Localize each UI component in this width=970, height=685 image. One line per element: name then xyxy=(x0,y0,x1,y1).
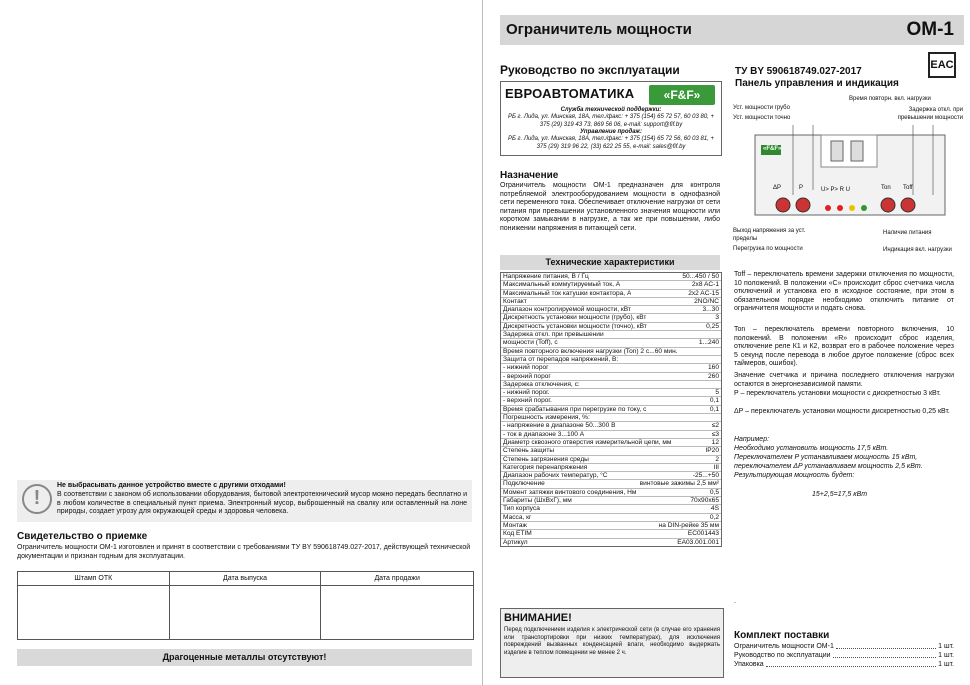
attention-box xyxy=(500,608,724,678)
kit-list xyxy=(734,642,954,669)
spec-value: 12 xyxy=(711,438,719,446)
spec-value: IP20 xyxy=(705,447,719,455)
led-labels: U> P> R U xyxy=(821,187,851,193)
cell-release-date xyxy=(170,586,322,639)
spec-row xyxy=(501,314,721,322)
p-text: P – переключатель установки мощности с дискретностью 3 кВт. xyxy=(734,390,941,397)
spec-value: на DIN-рейке 35 мм xyxy=(658,521,719,529)
example-line-3: переключателем ΔP устанавливаем мощность 2,5 кВт. xyxy=(734,463,923,470)
spec-row xyxy=(501,331,721,339)
kit-item xyxy=(734,642,954,651)
eac-mark-icon: EAC xyxy=(928,52,956,78)
spec-key: Дискретность установки мощности (грубо), кВт xyxy=(503,314,647,322)
spec-value: 2NO/NC xyxy=(694,297,719,305)
example-label: Например: xyxy=(734,436,770,443)
spec-row xyxy=(501,397,721,405)
company-box xyxy=(500,81,722,156)
spec-key: Степень защиты xyxy=(503,447,555,455)
spec-value: 0,1 xyxy=(709,405,719,413)
label-power: Наличие питания xyxy=(883,230,932,236)
spec-key: - верхний порог. xyxy=(503,397,552,405)
spec-value: 3 xyxy=(715,314,719,322)
spec-row xyxy=(501,381,721,389)
spec-row xyxy=(501,290,721,298)
spec-row xyxy=(501,480,721,488)
spec-key: Масса, кг xyxy=(503,513,532,521)
spec-row xyxy=(501,456,721,464)
spec-key: Задержка откл. при превышении xyxy=(503,331,604,339)
control-panel-diagram xyxy=(733,95,965,265)
spec-key: Тип корпуса xyxy=(503,505,540,513)
spec-row xyxy=(501,298,721,306)
spec-key: Диапазон рабочих температур, °С xyxy=(503,472,608,480)
kit-item-leader xyxy=(833,651,937,658)
spec-key: Время срабатывания при перегрузке по току, с xyxy=(503,405,647,413)
spec-row xyxy=(501,281,721,289)
spec-value: 4S xyxy=(710,505,719,513)
spec-key: Диаметр сквозного отверстия измерительной цепи, мм xyxy=(503,438,672,446)
kit-heading: Комплект поставки xyxy=(734,630,830,641)
spec-row xyxy=(501,323,721,331)
kit-item-qty: 1 шт. xyxy=(938,652,954,659)
cell-sale-date xyxy=(321,586,473,639)
spec-row xyxy=(501,422,721,430)
spec-key: Максимальный ток катушки контактора, А xyxy=(503,289,632,297)
acceptance-table xyxy=(17,571,474,640)
spec-key: Задержка отключения, с: xyxy=(503,380,580,388)
spec-row xyxy=(501,406,721,414)
spec-value: 0,5 xyxy=(709,488,719,496)
title-bar xyxy=(500,15,964,45)
spec-row xyxy=(501,373,721,381)
spec-key: - ток в диапазоне 3...100 А xyxy=(503,430,585,438)
spec-key: Монтаж xyxy=(503,521,527,529)
kit-item-qty: 1 шт. xyxy=(938,643,954,650)
example-line-4: Результирующая мощность будет: xyxy=(734,472,855,479)
model-title: ОМ-1 xyxy=(906,19,954,40)
cell-stamp xyxy=(18,586,170,639)
ff-logo-icon: «F&F» xyxy=(649,85,715,105)
spec-value: 3...30 xyxy=(702,306,719,314)
spec-key: Код ETIM xyxy=(503,530,532,538)
spec-value: 50...450 / 50 xyxy=(682,273,719,280)
example-line-1: Необходимо установить мощность 17,5 кВт. xyxy=(734,445,889,452)
spec-row xyxy=(501,439,721,447)
brand-small-icon: «F&F» xyxy=(763,146,782,152)
spec-key: Время повторного включения нагрузки (Ton) 2 с...60 мин. xyxy=(503,347,678,355)
spec-value: 160 xyxy=(707,364,719,372)
purpose-heading: Назначение xyxy=(500,170,559,181)
spec-value: III xyxy=(713,463,719,471)
spec-value: 1...240 xyxy=(698,339,719,347)
sales-text: РБ г. Лида, ул. Минская, 18А, тел./факс: + 375 (154) 65 72 56, 60 03 81, + 375 (29) 319 96 22, (33) 622 25 55, e-mail: sales@fif.by xyxy=(507,136,715,150)
label-output: Выход напряжения за уст. пределы xyxy=(733,228,806,242)
spec-key: Категория перенапряжения xyxy=(503,463,588,471)
spec-value: 260 xyxy=(707,372,719,380)
spec-value: винтовые зажимы 2,5 мм² xyxy=(639,480,719,488)
kit-item-name: Ограничитель мощности ОМ-1 xyxy=(734,643,834,650)
spec-key: Погрешность измерения, %: xyxy=(503,414,590,422)
label-load-on: Индикация вкл. нагрузки xyxy=(883,247,952,253)
disposal-warning xyxy=(17,480,472,522)
stray-dot: . xyxy=(734,598,736,605)
acceptance-heading: Свидетельство о приемке xyxy=(17,531,148,542)
manual-title: Руководство по эксплуатации xyxy=(500,63,680,77)
knob-dp-label: ΔP xyxy=(773,185,782,191)
spec-key: Дискретность установки мощности (точно), кВт xyxy=(503,322,647,330)
brand-name: ЕВРОАВТОМАТИКА xyxy=(505,86,635,101)
spec-key: Артикул xyxy=(503,538,528,546)
kit-item-name: Упаковка xyxy=(734,661,764,668)
spec-value: 0,25 xyxy=(706,322,719,330)
example-formula: 15+2,5=17,5 кВт xyxy=(812,491,868,498)
tu-number: ТУ BY 590618749.027-2017 xyxy=(735,66,862,77)
spec-row xyxy=(501,514,721,522)
ton-text: Ton – переключатель времени повторного включения, 10 положений. В положении «R» происходит сброс изделия, отключение реле К1 и К2, возврат его в рабочее положение через 5 секунд после перевода в любое другое положение (сброс всех таймеров, ошибок). xyxy=(734,326,954,367)
spec-value: 5 xyxy=(715,389,719,397)
attention-text: Перед подключением изделия к электрической сети (в случае его хранения или транспортировки при низких температурах), для исключения повреждений вызванных конденсацией влаги, необходимо выдержать изделие в теплом помещении не менее 2 ч. xyxy=(504,627,720,656)
spec-key: Степень загрязнения среды xyxy=(503,455,589,463)
spec-value: ≤3 xyxy=(711,430,719,438)
spec-value: 0,1 xyxy=(709,397,719,405)
label-coarse: Уст. мощности грубо xyxy=(733,105,790,111)
spec-key: мощности (Toff), с xyxy=(503,339,558,347)
example-line-2: Переключателем P устанавливаем мощность 15 кВт, xyxy=(734,454,918,461)
spec-key: Подключение xyxy=(503,480,545,488)
toff-text: Toff – переключатель времени задержки отключения по мощности, 10 положений. В положении «С» происходит сброс счетчика числа отключений и установка его в исходное состояние, при этом в обязательном порядке необходимо отключить питание от ограничителя мощности и подать снова. xyxy=(734,271,954,312)
warning-icon: ! xyxy=(22,484,52,514)
sales-label: Управление продаж: xyxy=(580,129,642,135)
spec-row xyxy=(501,356,721,364)
spec-key: Защита от перепадов напряжений, В: xyxy=(503,355,619,363)
spec-key: - верхний порог xyxy=(503,372,551,380)
spec-key: - напряжение в диапазоне 50...300 В xyxy=(503,422,616,430)
spec-key: Максимальный коммутируемый ток, А xyxy=(503,281,621,289)
spec-value: 2x8 AC-1 xyxy=(691,281,719,289)
spec-row xyxy=(501,364,721,372)
spec-value: EC001443 xyxy=(687,530,719,538)
spec-row xyxy=(501,389,721,397)
disposal-heading: Не выбрасывать данное устройство вместе с другими отходами! xyxy=(57,482,286,489)
metals-note: Драгоценные металлы отсутствуют! xyxy=(17,649,472,666)
spec-key: Момент затяжки винтового соединения, Нм xyxy=(503,488,637,496)
specs-table xyxy=(500,272,722,547)
kit-item-leader xyxy=(836,642,936,649)
spec-row xyxy=(501,339,721,347)
spec-key: Габариты (ШxВxГ), мм xyxy=(503,497,572,505)
col-release-date: Дата выпуска xyxy=(170,572,322,586)
kit-item-name: Руководство по эксплуатации xyxy=(734,652,831,659)
knob-toff-label: Toff xyxy=(903,185,913,191)
kit-item-leader xyxy=(766,660,936,667)
acceptance-text: Ограничитель мощности ОМ-1 изготовлен и принят в соответствии с требованиями ТУ BY 590618749.027-2017, действующей технической документации и признан годным для эксплуатации. xyxy=(17,544,471,560)
spec-row xyxy=(501,497,721,505)
spec-value: -25...+50 xyxy=(692,472,719,480)
spec-row xyxy=(501,447,721,455)
spec-value: ≤2 xyxy=(711,422,719,430)
label-fine: Уст. мощности точно xyxy=(733,115,791,121)
spec-value: 2x2 AC-15 xyxy=(688,289,719,297)
page-title: Ограничитель мощности xyxy=(506,21,692,38)
spec-key: Напряжение питания, В / Гц xyxy=(503,273,589,280)
spec-row xyxy=(501,464,721,472)
support-label: Служба технической поддержки: xyxy=(560,107,662,113)
spec-value: 2 xyxy=(715,455,719,463)
knob-p-label: P xyxy=(799,185,804,191)
spec-key: - нижний порог. xyxy=(503,389,550,397)
col-stamp: Штамп ОТК xyxy=(18,572,170,586)
spec-row xyxy=(501,505,721,513)
knob-ton-label: Ton xyxy=(881,185,891,191)
spec-row xyxy=(501,530,721,538)
kit-item xyxy=(734,651,954,660)
spec-row xyxy=(501,414,721,422)
attention-heading: ВНИМАНИЕ! xyxy=(504,612,572,624)
spec-key: Контакт xyxy=(503,297,527,305)
kit-item-qty: 1 шт. xyxy=(938,661,954,668)
purpose-text: Ограничитель мощности ОМ-1 предназначен для контроля потребляемой электрооборудованием мощности в однофазной сети переменного тока. Обеспечивает отключение нагрузки от сети питания при превышении установленного значения мощности или коротком замыкании в нагрузке, а так же при повышении, либо понижении напряжения в питающей сети. xyxy=(500,182,720,232)
col-sale-date: Дата продажи xyxy=(321,572,473,586)
dp-text: ΔP – переключатель установки мощности дискретностью 0,25 кВт. xyxy=(734,408,950,415)
spec-row xyxy=(501,273,721,281)
memory-note: Значение счетчика и причина последнего отключения нагрузки остаются в энергонезависимой памяти. xyxy=(734,372,954,388)
spec-key: - нижний порог xyxy=(503,364,549,372)
spec-row xyxy=(501,306,721,314)
label-restart: Время повторн. вкл. нагрузки xyxy=(849,96,931,102)
spec-row xyxy=(501,522,721,530)
spec-key: Диапазон контролируемой мощности, кВт xyxy=(503,306,631,314)
disposal-text: В соответствии с законом об использовании оборудования, бытовой электротехнический мусор можно передать бесплатно и в любом количестве в специальный пункт приема. Электронный мусор, выброшенный на свалку или оставленный на лоне природы, создает угрозу для окружающей среды и здоровья человека. xyxy=(57,491,467,515)
kit-item xyxy=(734,660,954,669)
support-text: РБ г. Лида, ул. Минская, 18А, тел./факс: + 375 (154) 65 72 57, 60 03 80, + 375 (29) 319 43 73, 869 56 06, e-mail: support@fif.by xyxy=(507,114,715,128)
spec-row xyxy=(501,489,721,497)
spec-value: 70x90x65 xyxy=(690,497,719,505)
label-overload: Перегрузка по мощности xyxy=(733,246,803,252)
specs-heading: Технические характеристики xyxy=(500,255,720,270)
spec-value: 0,2 xyxy=(709,513,719,521)
spec-row xyxy=(501,348,721,356)
spec-value: EA03.001.001 xyxy=(677,538,719,546)
panel-heading: Панель управления и индикация xyxy=(735,78,899,89)
device-front-svg xyxy=(733,125,965,225)
label-delay: Задержка откл. при превышении мощности xyxy=(897,107,963,121)
spec-row xyxy=(501,472,721,480)
spec-row xyxy=(501,431,721,439)
spec-row xyxy=(501,539,721,546)
